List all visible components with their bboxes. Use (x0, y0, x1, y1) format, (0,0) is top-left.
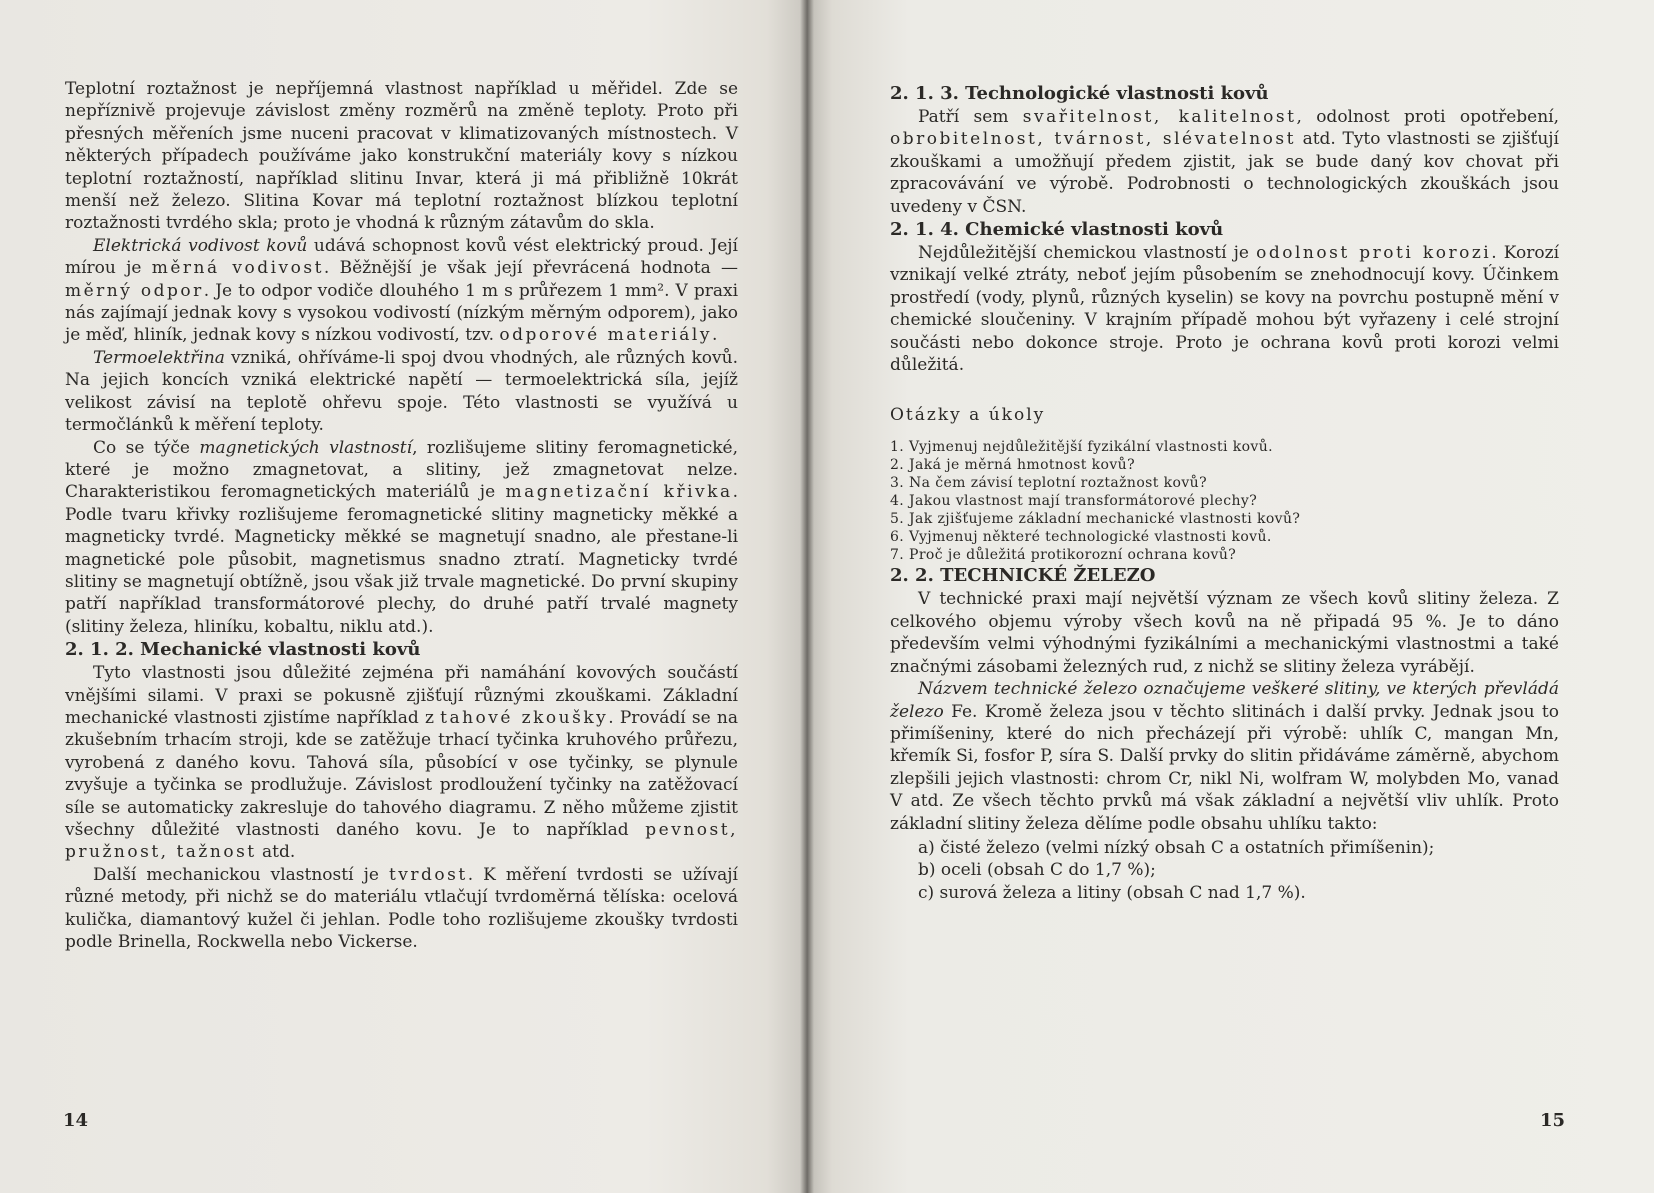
paragraph-chemical (890, 242, 1559, 376)
text-run: . (711, 325, 718, 346)
text-run: atd. (256, 842, 296, 863)
heading-technical-iron: 2. 2. TECHNICKÉ ŽELEZO (890, 565, 1156, 587)
left-text-column (65, 78, 738, 953)
paragraph-iron-1: V technické praxi mají největší význam ze všech kovů slitiny železa. Z celkového objemu výroby všech kovů na ně připadá 95 %. Je to dáno především velmi výhodnými fyzikálními a mechanickými vlastnostmi a také značnými zásobami železných rud, z nichž se slitiny železa vyrábějí. (890, 589, 1559, 677)
book-gutter (800, 0, 814, 1193)
paragraph-mechanical-1 (65, 662, 738, 864)
list-item: b) oceli (obsah C do 1,7 %); (918, 860, 1156, 881)
text-run: vzniká, ohříváme-li spoj dvou vhodných, ale různých kovů. Na jejich koncích vzniká elektrické napětí — termoelektrická síla, jejíž velikost závisí na teplotě ohřevu spoje. Této vlastnosti se využívá u termočlánků k měření teploty. (65, 347, 738, 436)
term-weldability-hardenability: svařitelnost, kalitelnost (1022, 107, 1297, 127)
text-run: . Je to odpor vodiče dlouhého 1 m s průřezem 1 mm². V praxi nás zajímají jednak kovy s vysokou vodivostí (nízkým měrným odporem), jako je měď, hliník, jednak kovy s nízkou vodivostí, tzv. (65, 280, 739, 346)
text-run: , rozlišujeme slitiny feromagnetické, které je možno zmagnetovat, a slitiny, jež zmagnetovat nelze. Charakteristikou feromagnetických materiálů je (65, 437, 739, 503)
term-electrical-conductivity: Elektrická vodivost kovů (93, 235, 308, 256)
list-item: c) surová železa a litiny (obsah C nad 1,7 %). (918, 882, 1306, 903)
paragraph-magnetic (65, 437, 738, 639)
term-technical-iron-definition: Názvem technické železo označujeme veškeré slitiny, ve kterých převládá železo (890, 679, 1559, 722)
term-specific-resistance: měrný odpor (65, 280, 204, 301)
heading-technological-properties: 2. 1. 3. Technologické vlastnosti kovů (890, 83, 1269, 104)
paragraph-iron-2 (890, 678, 1559, 835)
text-run: Patří sem (918, 107, 1023, 127)
term-magnetic-properties: magnetických vlastností (199, 437, 413, 458)
term-resistance-materials: odporové materiály (499, 325, 712, 346)
paragraph-thermoelectricity (65, 347, 738, 437)
text-run: . Podle tvaru křivky rozlišujeme feromagnetické slitiny magneticky měkké a magneticky tvrdé. Magneticky měkké se magnetují snadno, ale přestane-li magnetické pole působit, magnetismus snadno ztratí. Magneticky tvrdé slitiny se magnetují obtížně, jsou však již trvale magnetické. Do první skupiny patří například transformátorové plechy, do druhé patří trvalé magnety (slitiny železa, hliníku, kobaltu, niklu atd.). (65, 482, 738, 637)
iron-alloys-list (890, 837, 1559, 904)
text-run: . K měření tvrdosti se užívají různé metody, při nichž se do materiálu vtlačují tvrdoměrná tělíska: ocelová kulička, diamantový kužel či jehlan. Podle toho rozlišujeme zkoušky tvrdosti podle Brinella, Rockwella nebo Vickerse. (65, 864, 738, 953)
question-item: 2. Jaká je měrná hmotnost kovů? (890, 457, 1135, 474)
paragraph-conductivity (65, 235, 738, 347)
question-item: 4. Jakou vlastnost mají transformátorové plechy? (890, 493, 1258, 510)
page-number-left: 14 (63, 1110, 89, 1131)
questions-list (890, 438, 1559, 564)
term-hardness: tvrdost (388, 864, 468, 885)
term-magnetization-curve: magnetizační křivka (505, 482, 733, 503)
right-text-column (890, 82, 1559, 904)
term-corrosion-resistance: odolnost proti korozi (1256, 243, 1492, 264)
text-run: . Běžnější je však její převrácená hodnota — (323, 258, 738, 279)
list-item: a) čisté železo (velmi nízký obsah C a ostatních přimíšenin); (918, 837, 1435, 858)
text-run: . Korozí vznikají velké ztráty, neboť jejím působením se znehodnocují kovy. Účinkem prostředí (vody, plynů, různých kyselin) se kovy na povrchu postupně mění v chemické sloučeniny. V krajním případě mohou být vyřazeny i celé strojní součásti nebo dokonce stroje. Proto je ochrana kovů proti korozi velmi důležitá. (890, 243, 1560, 376)
text-run: atd. Tyto vlastnosti se zjišťují zkouškami a umožňují předem zjistit, jak se bude daný kov chovat při zpracovávání ve výrobě. Podrobnosti o technologických zkouškách jsou uvedeny v ČSN. (890, 129, 1559, 217)
text-run: , odolnost proti opotřebení, (1296, 107, 1559, 127)
left-page (0, 0, 807, 1193)
question-item: 6. Vyjmenuj některé technologické vlastnosti kovů. (890, 529, 1272, 546)
text-run: Fe. Kromě železa jsou v těchto slitinách i další prvky. Jednak jsou to přimíšeniny, které do nich přecházejí při výrobě: uhlík C, mangan Mn, křemík Si, fosfor P, síra S. Další prvky do slitin přidáváme záměrně, abychom zlepšili jejich vlastnosti: chrom Cr, nikl Ni, wolfram W, molybden Mo, vanad V atd. Ze všech těchto prvků má však základní a největší vliv uhlík. Proto základní slitiny železa dělíme podle obsahu uhlíku takto: (890, 701, 1559, 834)
text-run: . Provádí se na zkušebním trhacím stroji, kde se zatěžuje trhací tyčinka kruhového průřezu, vyrobená z daného kovu. Tahová síla, působící v ose tyčinky, se plynule zvyšuje a tyčinka se prodlužuje. Závislost prodloužení tyčinky na zatěžovací síle se automaticky zakresluje do tahového diagramu. Z něho můžeme zjistit všechny důležité vlastnosti daného kovu. Je to například (65, 707, 739, 840)
question-item: 7. Proč je důležitá protikorozní ochrana kovů? (890, 547, 1237, 564)
questions-title: Otázky a úkoly (890, 405, 1046, 426)
heading-chemical-properties: 2. 1. 4. Chemické vlastnosti kovů (890, 219, 1224, 241)
text-run: udává schopnost kovů vést elektrický proud. Její mírou je (65, 235, 738, 279)
question-item: 3. Na čem závisí teplotní roztažnost kovů? (890, 475, 1207, 492)
question-item: 1. Vyjmenuj nejdůležitější fyzikální vlastnosti kovů. (890, 439, 1273, 456)
paragraph-mechanical-2 (65, 864, 738, 954)
term-tensile-test: tahové zkoušky (440, 707, 609, 728)
text-run: Další mechanickou vlastností je (93, 864, 389, 885)
heading-mechanical-properties: 2. 1. 2. Mechanické vlastnosti kovů (65, 639, 421, 661)
text-run: Tyto vlastnosti jsou důležité zejména při namáhání kovových součástí vnějšími silami. V praxi se pokusně zjišťují různými zkouškami. Základní mechanické vlastnosti zjistíme například z (65, 663, 738, 728)
term-specific-conductivity: měrná vodivost (151, 258, 324, 279)
page-number-right: 15 (1540, 1110, 1566, 1131)
term-strength-elasticity-ductility: pevnost, pružnost, tažnost (65, 820, 738, 863)
term-thermoelectricity: Termoelektřina (93, 347, 225, 368)
text-run: Nejdůležitější chemickou vlastností je (918, 243, 1257, 264)
question-item: 5. Jak zjišťujeme základní mechanické vlastnosti kovů? (890, 511, 1301, 528)
paragraph-technological (890, 106, 1559, 218)
term-machinability-formability-castability: obrobitelnost, tvárnost, slévatelnost (890, 129, 1296, 150)
text-run: Co se týče (93, 437, 200, 458)
paragraph-thermal-expansion: Teplotní roztažnost je nepříjemná vlastnost například u měřidel. Zde se nepříznivě projevuje závislost změny rozměrů na změně teploty. Proto při přesných měřeních jsme nuceni pracovat v klimatizovaných místnostech. V některých případech používáme jako konstrukční materiály kovy s nízkou teplotní roztažností, například slitinu Invar, která ji má přibližně 10krát menší než železo. Slitina Kovar má teplotní roztažnost blízkou teplotní roztažnosti tvrdého skla; proto je vhodná k různým zátavům do skla. (65, 79, 738, 234)
